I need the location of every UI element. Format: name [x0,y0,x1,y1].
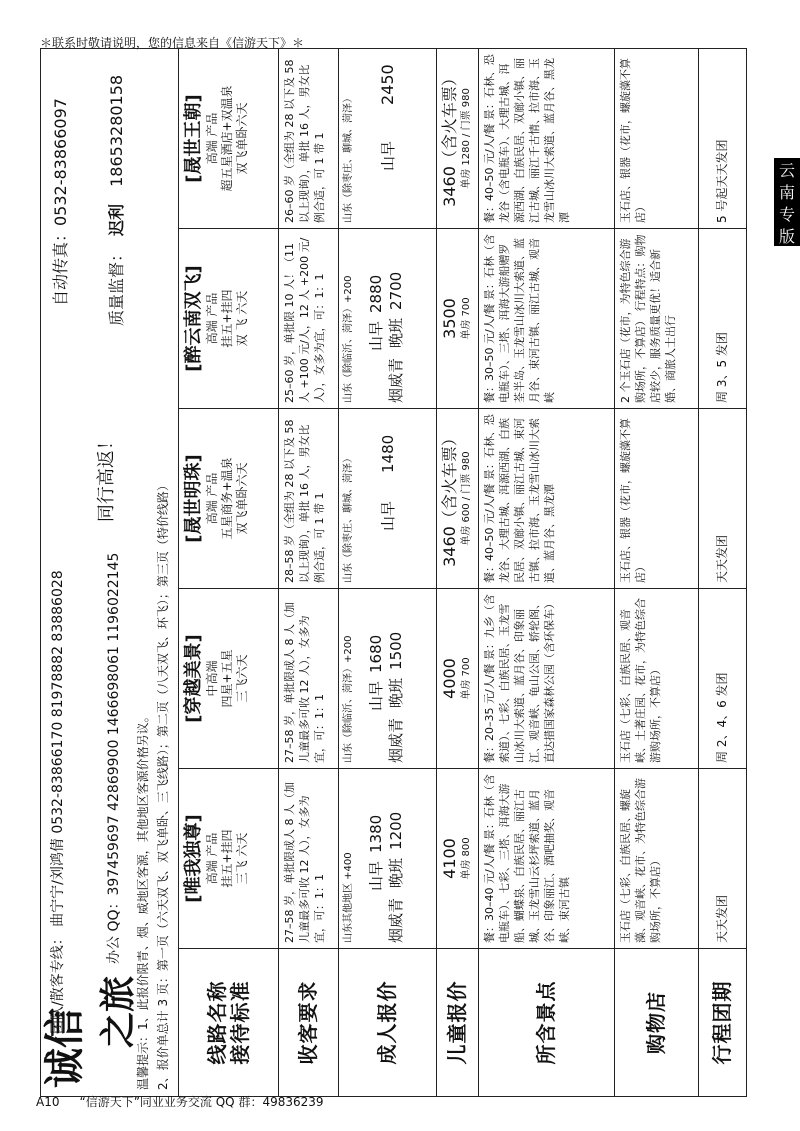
scenic-cell: 餐：20–35 元/人/餐 景：九乡（含索道）、七彩、白族民居、玉龙雪山冰川大索道、蓝月谷、印象丽江、观音峡、龟山公园、轿轮阁、直达措国家森林公园（含环保车） [479,589,615,769]
price-value: 2450 [378,64,397,105]
product-std-line: 三飞 六天 [235,832,249,885]
product-std-line: 挂五+挂四 [220,289,234,348]
product-title: [唯我独尊] [183,814,204,903]
brand-line1: 诚信 [42,1008,88,1088]
footer [36,1093,324,1110]
child-price: 3500 [439,298,459,339]
product-std-line: 双飞单卧六天 [235,102,249,175]
scenic-label: 所含景点 [479,949,615,1097]
reception-std-text: 接待标准 [227,980,252,1065]
schedule-cell: 周 2、4、6 发团 [699,589,747,769]
product-title-cell [179,48,279,228]
price-value: 1380 [367,814,385,853]
price-table [40,48,747,1097]
price-type: 山早 [379,500,397,531]
child-note: 单房 600 / 门票 980 [460,451,472,546]
product-title: [晟世明珠] [183,454,204,543]
fax: 自动传真：0532-83866097 [51,98,70,306]
price-city: 烟威青 [387,717,405,763]
office-qq: 办公 QQ：397459697 42869900 1466698061 1196022145 [106,552,122,964]
child-price-cell [437,409,479,589]
child-price: 3460（含火车票） [439,70,459,207]
product-std-line: 高端 产品 [205,112,219,165]
price-region: 山东（除枣庄、聊城、菏泽） [343,453,354,583]
side-tab-char: 南 [778,183,795,202]
adult-price-label: 成人报价 [339,949,437,1097]
slogan: 同行高返！ [96,432,117,523]
child-note: 单房 700 [460,297,472,340]
price-value: 1480 [379,434,397,473]
child-note: 单房 800 [460,837,472,880]
child-note: 单房 700 [460,657,472,700]
price-city: 烟威青 [387,897,405,943]
product-std-line: 高端 产品 [205,292,219,345]
price-type: 山早 [367,680,385,711]
product-std-line: 高端 产品 [205,472,219,525]
adult-price-cell [339,48,437,228]
supervisor-phone: 18653280158 [107,74,126,187]
scenic-cell: 餐：40–50 元/人/餐 景：石林、恐龙谷、大理古城、洱源西湖、白族民居、双廊小镇、丽江古城、束河古镇、拉市海、玉龙雪山冰川大索道、蓝月谷、黑龙潭 [479,409,615,589]
price-value: 1500 [387,631,405,670]
scenic-cell: 餐：40–50 元/人/餐 景：石林、恐龙谷（含电瓶车）、大理古城、洱源西湖、白族民居、双廊小镇、丽江古城、丽江千古情、拉市海、玉龙雪山冰川大索道、蓝月谷、黑龙潭 [479,48,615,228]
price-value: 1680 [367,634,385,673]
child-price-cell [437,229,479,409]
supervisor [109,75,124,326]
requirement-cell: 26–60 岁（全组为 28 以下及 58 以上现询），单批 16 人，男女比例合适，可 1 带 1 [279,48,339,228]
supervisor-name: 迟利 [107,203,126,236]
adult-price-cell [339,409,437,589]
product-title: [穿越美景] [183,634,204,723]
product-std-line: 五星商务+温泉 [220,457,234,540]
price-type: 山早 [379,140,397,171]
side-tab-char: 专 [778,205,795,224]
side-tab-char: 云 [778,161,795,180]
product-title-cell [179,409,279,589]
product-title-cell [179,229,279,409]
child-note: 单房 1280 / 门票 980 [460,88,472,189]
price-region: 山东（除临沂、菏泽）+200 [343,275,354,403]
requirement-cell: 27–58 岁，单批限成人 8 人（加儿童最多可收 12 人），女多为宜，可：1：1 [279,769,339,949]
schedule-cell: 周 3、5 发团 [699,229,747,409]
child-price-label: 儿童报价 [437,949,479,1097]
side-tab-char: 版 [778,227,795,246]
notice-2: 2、报价单总计 3 页：第一页（六天双飞、双飞单卧、三飞线路）；第二页（八天双飞、环飞）；第三页（特价线路） [156,479,170,1090]
footer-text: “信游天下”同业业务交流 QQ 群：49836239 [79,1095,324,1109]
requirement-cell: 25–60 岁，单批限 10 人！（11 人 +100 元/人，12 人 +200 元/人），女多为宜，可：1：1 [279,229,339,409]
scenic-cell: 餐：30–50 元/人/餐 景：石林（含电瓶车）、三塔、洱海大游船赠罗荃半岛、玉龙雪山冰川大索道、蓝月谷、束河古镇、丽江古城、观音峡 [479,229,615,409]
shops-cell: 玉石店、银器（花市，螺旋藻不算店） [615,48,699,228]
header [41,48,179,1096]
product-std-line: 四星+五星 [220,649,234,708]
adult-price-cell [339,589,437,769]
child-price-cell [437,769,479,949]
adult-price-cell [339,229,437,409]
section-side-tab [774,158,800,246]
page-number: A10 [36,1095,60,1109]
price-type: 晚班 [387,857,405,888]
price-type: 晚班 [387,677,405,708]
product-title-cell [179,769,279,949]
price-region: 山东（除临沂、菏泽）+200 [343,635,354,763]
product-title-cell [179,589,279,769]
price-value: 1200 [387,811,405,850]
shops-cell: 玉石店（七彩、白族民居、螺旋藻、观音峡、花市、为特色综合游购场所，不算店） [615,769,699,949]
product-std-line: 三飞六天 [235,654,249,703]
schedule-cell: 天天发团 [699,769,747,949]
supervisor-label: 质量监督： [107,245,126,326]
hotline: 团队/散客专线： 曲宁宁/刘鸿倩 0532-83866170 81978882 83886028 [50,570,66,1034]
child-price-cell [437,48,479,228]
price-value: 2880 [367,274,385,313]
requirement-cell: 27–58 岁，单批限成人 8 人（加儿童最多可收 12 人），女多为宜，可：1：1 [279,589,339,769]
child-price: 3460（含火车票） [439,430,459,567]
product-std-line: 双 飞 六天 [235,290,249,347]
top-note: ＊联系时敬请说明，您的信息来自《信游天下》＊ [40,36,305,50]
schedule-label: 行程团期 [699,949,747,1097]
shops-label: 购物店 [615,949,699,1097]
price-city: 烟威青 [387,357,405,403]
adult-price-cell [339,769,437,949]
price-type: 晚班 [387,317,405,348]
shops-cell: 玉石店（七彩、白族民居、观音峡、土著庄园、花市，为特色综合游购场所，不算店） [615,589,699,769]
child-price-cell [437,589,479,769]
child-price: 4100 [439,838,459,879]
schedule-cell: 5 号起天天发团 [699,48,747,228]
requirement-cell: 28–58 岁（全组为 28 以下及 58 以上现询），单批 16 人，男女比例合适，可 1 带 1 [279,409,339,589]
product-std-line: 高端 产品 [205,832,219,885]
shops-cell: 2 个玉石店（花市，为特色综合游购场所，不算店） 行程特点：购物店较少，服务质量更优！适合新婚、商旅人士出行 [615,229,699,409]
product-std-line: 双飞单卧六天 [235,462,249,535]
product-std-line: 中高端 [205,660,219,697]
guest-req-label: 收客要求 [279,949,339,1097]
product-std-line: 超五星酒店+双温泉 [220,85,234,192]
product-std-line: 挂五+挂四 [220,829,234,888]
product-title: [醉云南双飞] [183,265,204,372]
route-name-label [179,949,279,1097]
price-region: 山东其他地区 +400 [343,852,354,943]
price-value: 2700 [387,271,405,310]
shops-cell: 玉石店、银器（花市，螺旋藻不算店） [615,409,699,589]
price-type: 山早 [367,860,385,891]
brand-line2: 之旅 [98,975,139,1048]
schedule-cell: 天天发团 [699,409,747,589]
price-sheet [40,49,746,1097]
scenic-cell: 餐：30–40 元/人/餐 景：石林（含电瓶车）、七彩、三塔、洱海大游船、蝴蝶泉、白族民居、丽江古城、玉龙雪山云杉坪索道、蓝月谷、印象丽江、酒吧抽奖、观音峡、束河古镇 [479,769,615,949]
child-price: 4000 [439,658,459,699]
price-type: 山早 [367,320,385,351]
notice-1: 温馨提示：1、此报价限青、烟、威地区客源，其他地区客源价格另议。 [136,710,150,1090]
product-title: [晟世王朝] [183,94,204,183]
office-qq-line [96,432,122,964]
price-region: 山东（除枣庄、聊城、菏泽） [343,93,354,223]
route-name-text: 线路名称 [204,980,229,1065]
